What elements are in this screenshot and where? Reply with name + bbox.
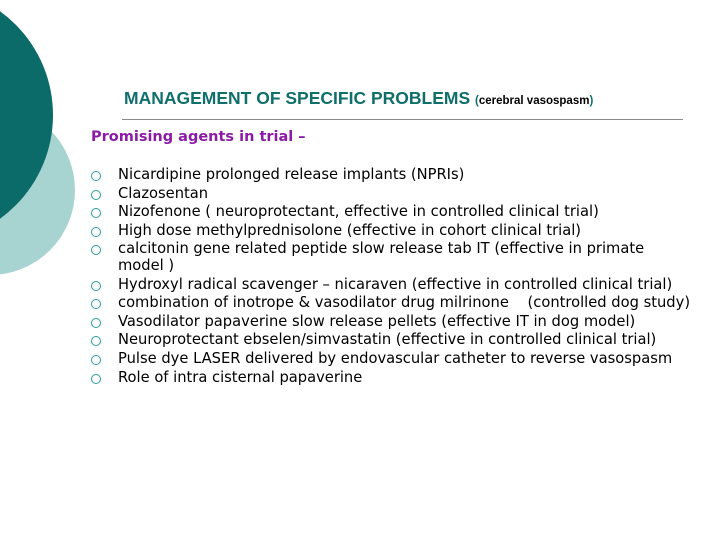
list-item-text: Nizofenone ( neuroprotectant, effective in controlled clinical trial) xyxy=(118,203,599,221)
list-item xyxy=(91,295,691,312)
list-item-text: Clazosentan xyxy=(118,184,209,202)
list-item-text: Hydroxyl radical scavenger – nicaraven (effective in controlled clinical trial) xyxy=(118,275,673,293)
list-item-text: Pulse dye LASER delivered by endovascular catheter to reverse vasospasm xyxy=(118,349,673,367)
decorative-circles xyxy=(0,0,80,300)
circle-bullet-icon xyxy=(91,374,101,384)
circle-bullet-icon xyxy=(91,171,101,181)
title-divider xyxy=(122,119,683,120)
list-item xyxy=(91,186,691,203)
list-item-text: calcitonin gene related peptide slow release tab IT (effective in primate model ) xyxy=(118,240,645,274)
section-heading: Promising agents in trial – xyxy=(91,129,306,145)
subtitle-open-paren: ( xyxy=(475,95,479,107)
list-item xyxy=(91,223,691,240)
list-item xyxy=(91,167,691,184)
list-item xyxy=(91,332,691,349)
circle-bullet-icon xyxy=(91,299,101,309)
subtitle-close-paren: ) xyxy=(589,95,594,107)
agents-list xyxy=(91,167,691,388)
list-item-text: combination of inotrope & vasodilator drug milrinone (controlled dog study) xyxy=(118,294,691,312)
circle-bullet-icon xyxy=(91,227,101,237)
circle-bullet-icon xyxy=(91,190,101,200)
list-item xyxy=(91,351,691,368)
list-item xyxy=(91,204,691,221)
circle-bullet-icon xyxy=(91,208,101,218)
circle-bullet-icon xyxy=(91,318,101,328)
circle-bullet-icon xyxy=(91,355,101,365)
circle-bullet-icon xyxy=(91,281,101,291)
list-item-text: Nicardipine prolonged release implants (NPRIs) xyxy=(118,166,465,183)
list-item xyxy=(91,241,691,274)
title-subtitle xyxy=(475,95,593,107)
list-item-text: High dose methylprednisolone (effective in cohort clinical trial) xyxy=(118,221,582,239)
list-item xyxy=(91,314,691,331)
circle-bullet-icon xyxy=(91,336,101,346)
subtitle-text: cerebral vasospasm xyxy=(478,95,590,107)
list-item-text: Role of intra cisternal papaverine xyxy=(118,368,363,386)
list-item xyxy=(91,277,691,294)
title-main: MANAGEMENT OF SPECIFIC PROBLEMS xyxy=(124,88,471,108)
list-item-text: Vasodilator papaverine slow release pellets (effective IT in dog model) xyxy=(118,312,636,330)
list-item xyxy=(91,370,691,387)
page-title xyxy=(124,88,593,109)
circle-bullet-icon xyxy=(91,245,101,255)
list-item-text: Neuroprotectant ebselen/simvastatin (effective in controlled clinical trial) xyxy=(118,331,657,349)
